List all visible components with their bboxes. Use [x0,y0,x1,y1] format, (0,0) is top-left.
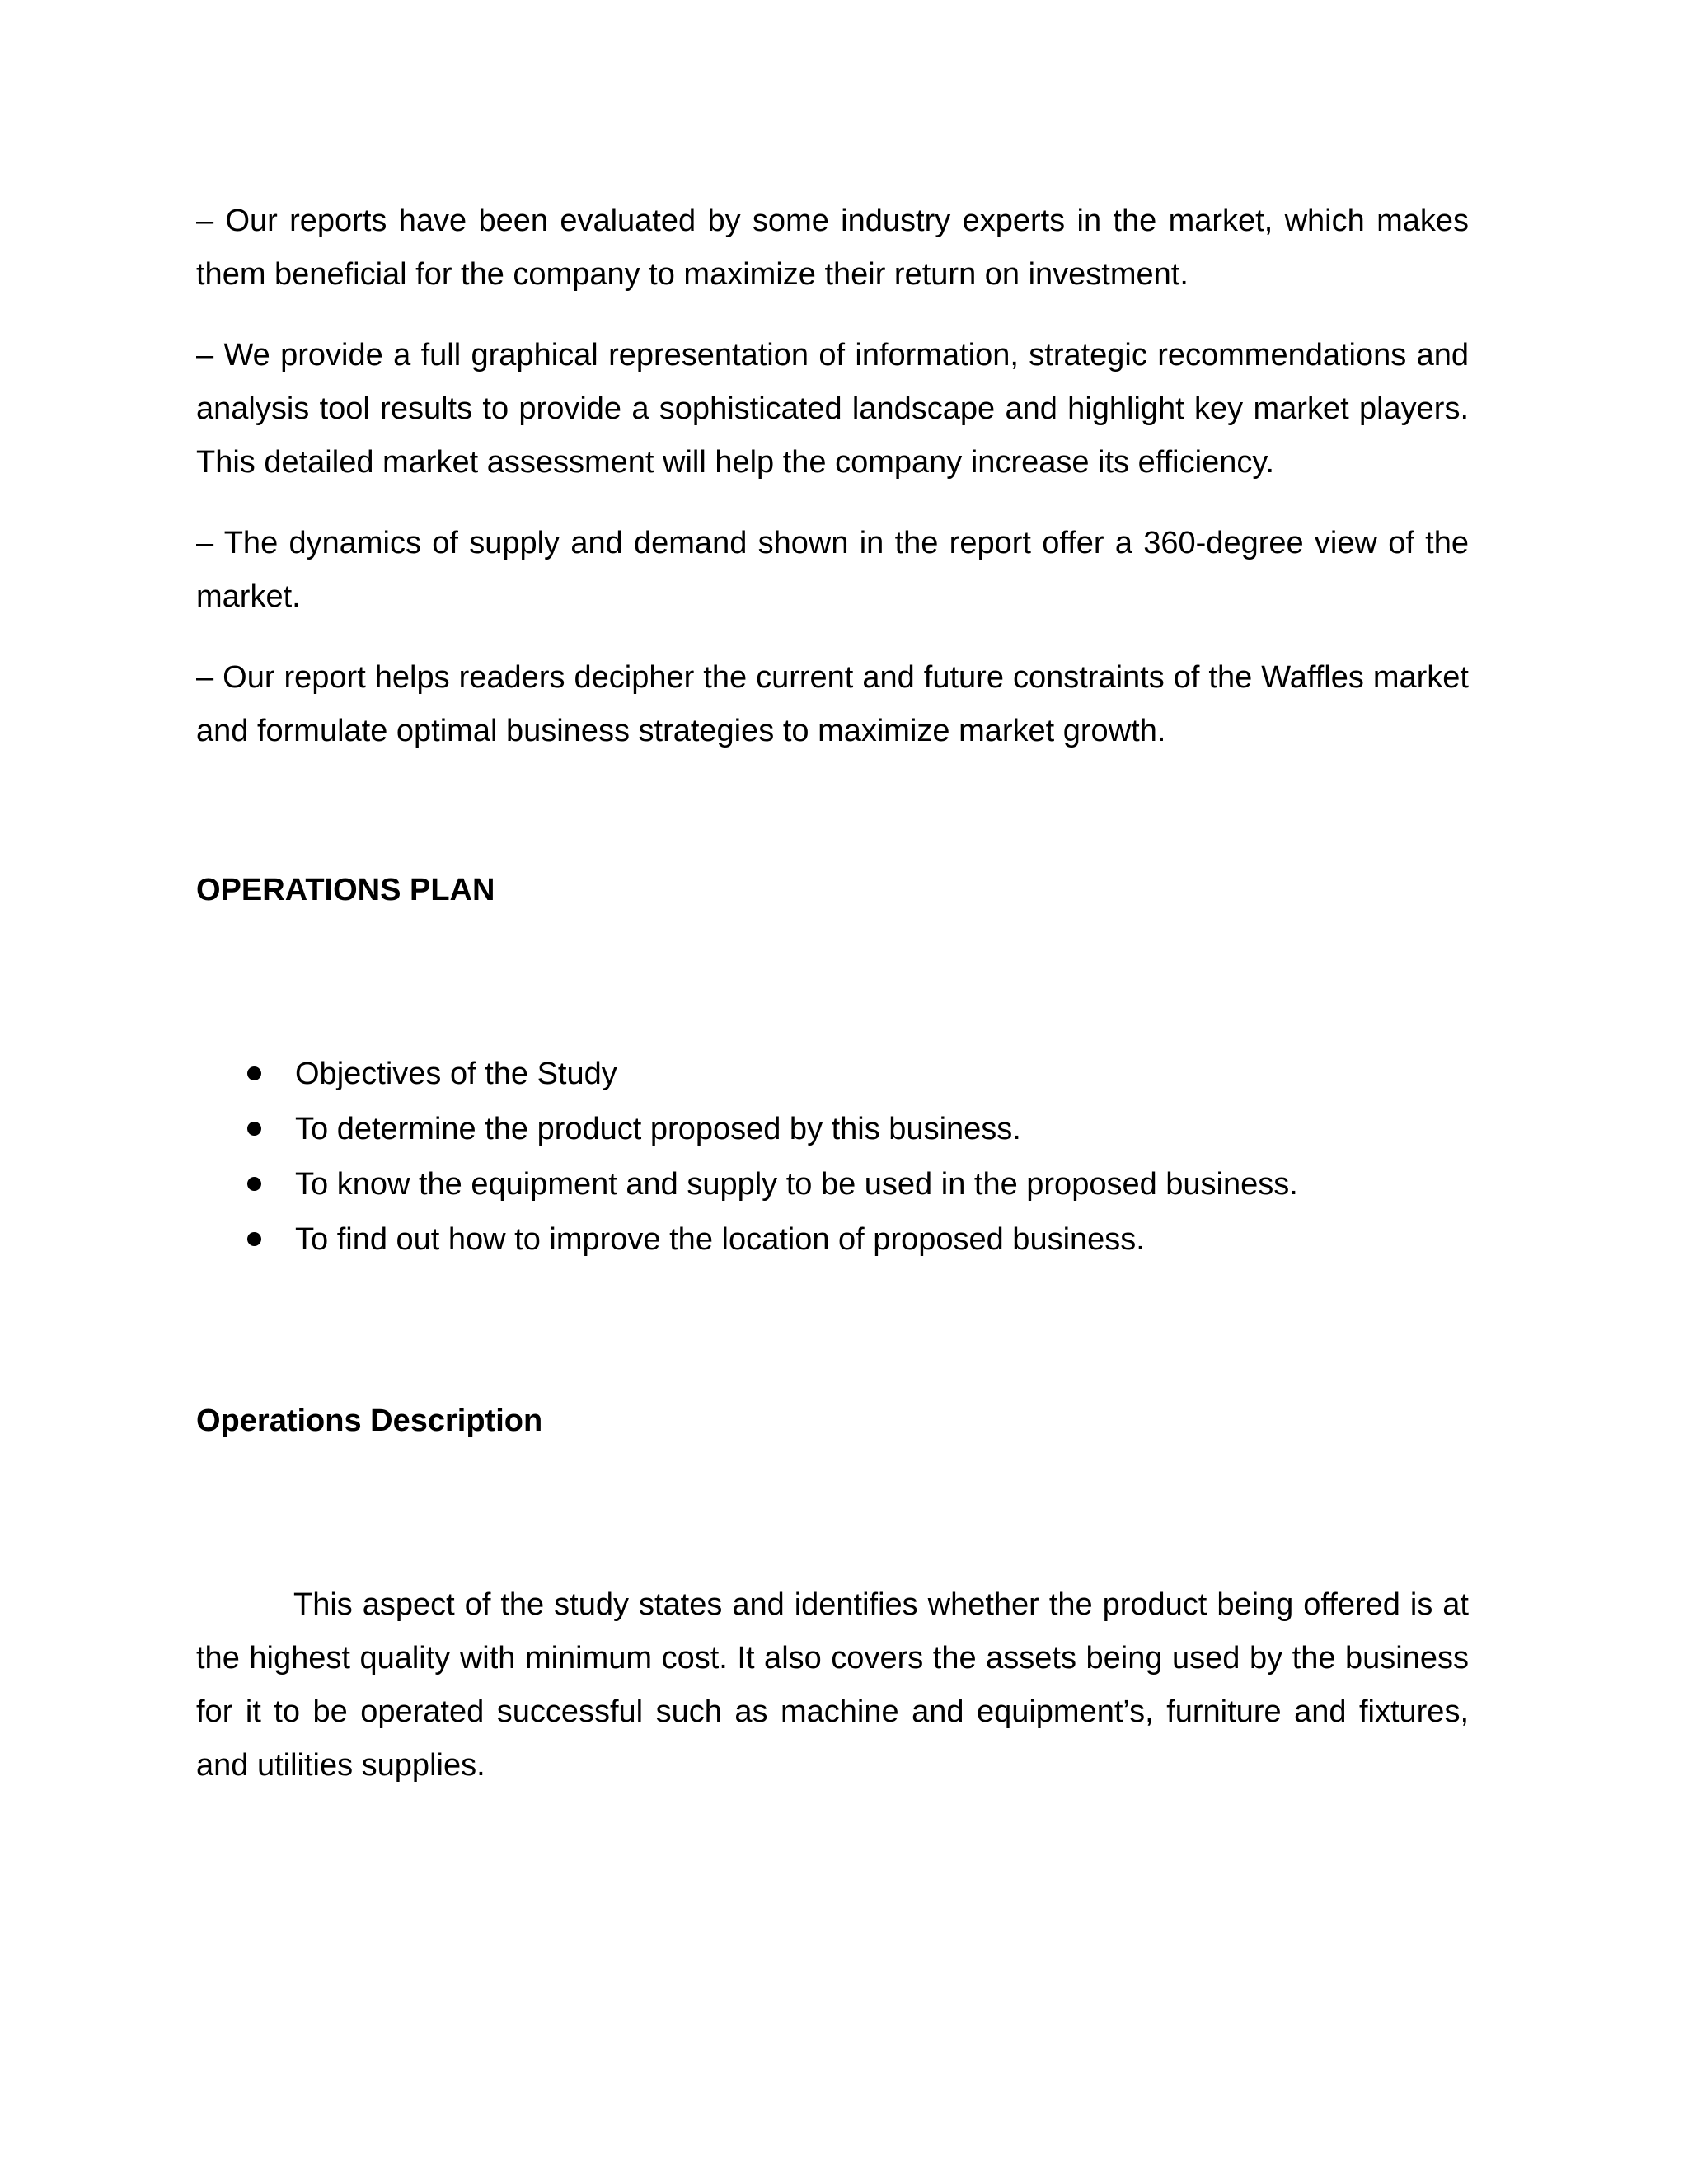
paragraph-roi: – Our reports have been evaluated by some industry experts in the market, which makes them beneficial for the company to maximize their return on investment. [196,204,1469,292]
list-item-text: To find out how to improve the location of proposed business. [295,1222,1145,1257]
bullet-icon [247,1177,261,1191]
list-item-text: To determine the product proposed by this business. [295,1112,1021,1146]
list-item [196,1102,1469,1157]
paragraph-market-constraints: – Our report helps readers decipher the current and future constraints of the Waffles market and formulate optimal business strategies to maximize market growth. [196,660,1469,748]
objectives-list [196,1047,1469,1268]
document-body [196,194,1469,1820]
operations-description-paragraph: This aspect of the study states and identifies whether the product being offered is at the highest quality with minimum cost. It also covers the assets being used by the business for it to be operated successful such as machine and equipment’s, furniture and fixtures, and utilities supplies. [196,1587,1469,1783]
list-item [196,1212,1469,1268]
list-item-text: To know the equipment and supply to be used in the proposed business. [295,1167,1298,1202]
paragraph-supply-demand: – The dynamics of supply and demand shown in the report offer a 360-degree view of the market. [196,526,1469,614]
operations-description-heading: Operations Description [196,1404,543,1438]
paragraph-graphical-representation: – We provide a full graphical representation of information, strategic recommendations and analysis tool results to provide a sophisticated landscape and highlight key market players. This detailed market assessment will help the company increase its efficiency. [196,338,1469,480]
bullet-icon [247,1232,261,1246]
operations-plan-heading: OPERATIONS PLAN [196,873,495,907]
bullet-icon [247,1122,261,1136]
list-item [196,1157,1469,1212]
list-item [196,1047,1469,1102]
bullet-icon [247,1066,261,1080]
list-item-text: Objectives of the Study [295,1057,617,1091]
